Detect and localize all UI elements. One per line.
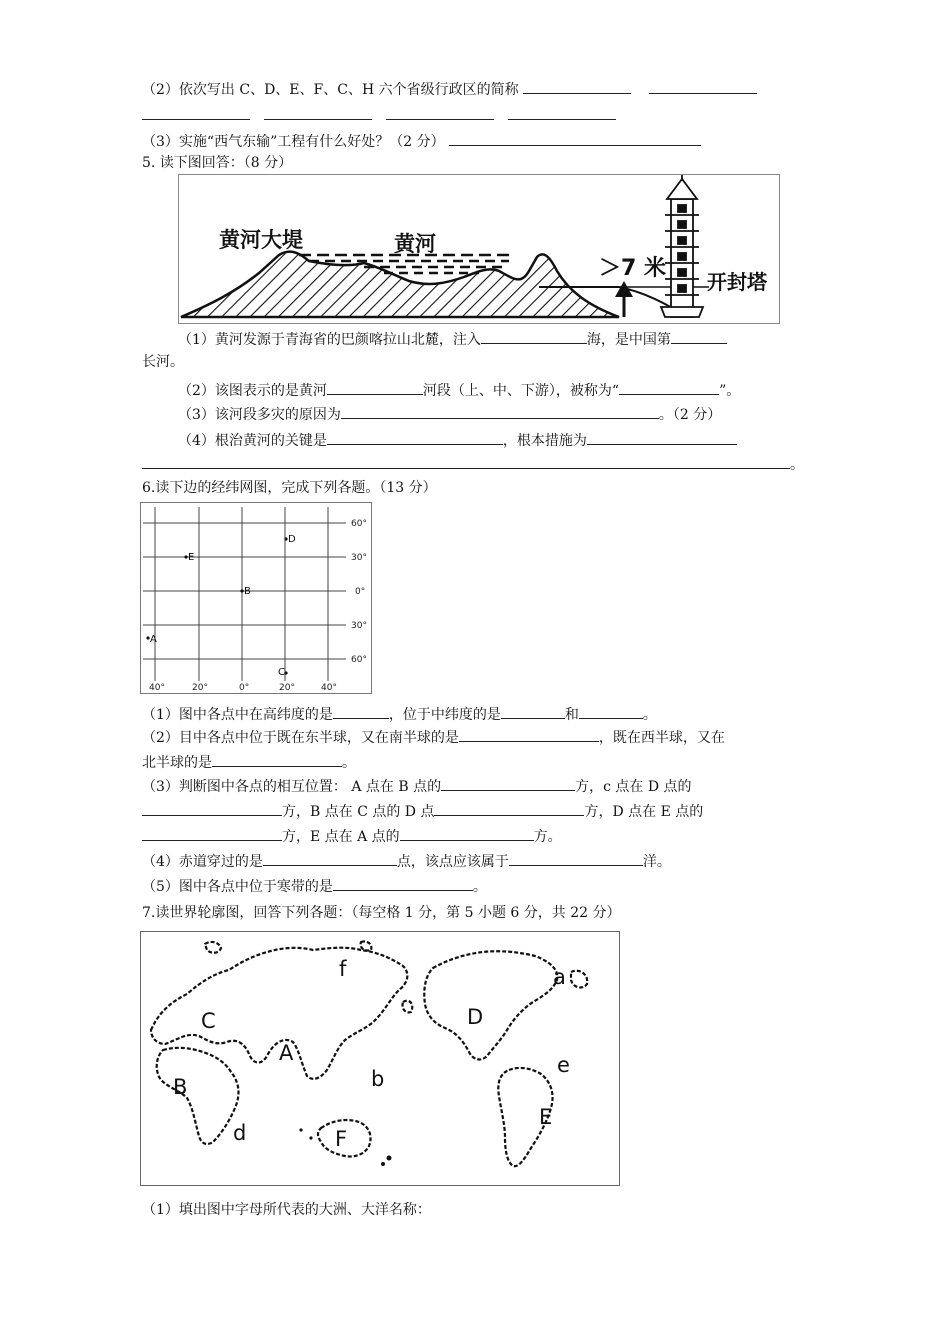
latitude-labels: [351, 519, 367, 665]
point-e: E: [188, 552, 195, 563]
svg-text:20°: 20°: [279, 683, 295, 693]
answer-blank[interactable]: [441, 776, 575, 791]
map-label-e: e: [557, 1053, 570, 1077]
q5-sub3: （3）该河段多灾的原因为 。（2 分）: [178, 404, 721, 425]
label-tower: 开封塔: [707, 270, 767, 294]
outline-north-america: [424, 951, 557, 1059]
q5-sub1: （1）黄河发源于青海省的巴颜喀拉山北麓，注入 海，是中国第: [178, 329, 727, 350]
answer-blank[interactable]: [481, 329, 587, 344]
outline-africa: [157, 1048, 239, 1144]
answer-blank[interactable]: [619, 380, 719, 395]
q4-sub2: （2）依次写出 C、D、E、F、C、H 六个省级行政区的简称: [142, 79, 757, 100]
q6-sub4: （4）赤道穿过的是 点，该点应该属于 洋。: [142, 851, 671, 872]
q5-sub2: （2）该图表示的是黄河 河段（上、中、下游），被称为“ ”。: [178, 380, 740, 401]
q5-sub1-end: 长河。: [142, 354, 184, 370]
yellow-river-cross-section-figure: [178, 174, 780, 324]
answer-blank[interactable]: [501, 704, 565, 719]
q5-sub4: （4）根治黄河的关键是 ，根本措施为: [178, 430, 737, 451]
q6-title: 6.读下边的经纬网图，完成下列各题。（13 分）: [142, 480, 437, 496]
label-river: 黄河: [394, 232, 436, 256]
map-label-d: d: [233, 1121, 247, 1145]
longitude-labels: [149, 683, 337, 693]
map-label-c: C: [201, 1009, 216, 1033]
lat-lon-grid-figure: [140, 502, 372, 694]
map-label-e-upper: E: [539, 1105, 553, 1129]
svg-text:0°: 0°: [239, 683, 250, 693]
answer-blank[interactable]: [327, 430, 503, 445]
svg-text:40°: 40°: [321, 683, 337, 693]
q6-sub2-cont: 北半球的是 。: [142, 752, 356, 773]
answer-blank[interactable]: [142, 105, 250, 120]
q6-sub5: （5）图中各点中位于寒带的是 。: [142, 876, 487, 897]
q4-sub3: （3）实施“西气东输”工程有什么好处？（2 分）: [142, 131, 701, 152]
dike-hatched-body: [181, 252, 619, 317]
answer-blank[interactable]: [333, 704, 389, 719]
map-label-f: f: [339, 957, 347, 981]
map-label-a-upper: A: [279, 1041, 294, 1065]
q7-title: 7.读世界轮廓图，回答下列各题：（每空格 1 分，第 5 小题 6 分，共 22 分）: [142, 905, 621, 921]
svg-text:0°: 0°: [355, 587, 366, 597]
answer-blank[interactable]: [142, 826, 282, 841]
q7-sub1: （1）填出图中字母所代表的大洲、大洋名称：: [142, 1202, 431, 1218]
world-outline-map-figure: [140, 931, 620, 1186]
point-c: C: [278, 667, 285, 678]
answer-blank[interactable]: [263, 851, 397, 866]
answer-blank[interactable]: [459, 727, 599, 742]
svg-text:20°: 20°: [192, 683, 208, 693]
answer-blank[interactable]: [327, 380, 423, 395]
q4-sub2-blanks: [142, 105, 616, 126]
svg-text:40°: 40°: [149, 683, 165, 693]
answer-blank[interactable]: [579, 704, 643, 719]
label-dike: 黄河大堤: [219, 228, 303, 252]
q6-sub2: （2）目中各点中位于既在东半球，又在南半球的是 ，既在西半球，又在: [142, 727, 725, 748]
answer-blank[interactable]: [434, 801, 584, 816]
answer-blank[interactable]: [587, 430, 737, 445]
q6-sub3-cont1: 方，B 点在 C 点的 D 点 方，D 点在 E 点的: [142, 801, 703, 822]
answer-blank[interactable]: [142, 801, 282, 816]
map-label-a: a: [553, 965, 566, 989]
answer-blank[interactable]: [142, 454, 790, 469]
point-d: D: [288, 534, 296, 545]
answer-blank[interactable]: [386, 105, 494, 120]
q6-sub1: （1）图中各点中在高纬度的是 ，位于中纬度的是 和 。: [142, 704, 657, 725]
map-label-d-upper: D: [467, 1005, 484, 1029]
answer-blank[interactable]: [333, 876, 473, 891]
map-label-b: b: [371, 1067, 385, 1091]
svg-text:30°: 30°: [351, 621, 367, 631]
svg-text:60°: 60°: [351, 655, 367, 665]
cross-section-drawing: [179, 175, 779, 323]
map-label-f-upper: F: [335, 1127, 348, 1151]
q6-sub3-cont2: 方，E 点在 A 点的 方。: [142, 826, 562, 847]
q5-sub4-cont: 。: [142, 454, 804, 475]
answer-blank[interactable]: [671, 329, 727, 344]
answer-blank[interactable]: [264, 105, 372, 120]
answer-blank[interactable]: [449, 131, 701, 146]
map-label-b-upper: B: [173, 1075, 188, 1099]
answer-blank[interactable]: [509, 851, 643, 866]
q5-title: 5. 读下图回答：（8 分）: [142, 155, 293, 171]
lat-lon-grid: [141, 503, 371, 693]
answer-blank[interactable]: [400, 826, 534, 841]
answer-blank[interactable]: [341, 404, 659, 419]
world-outline-map: [141, 932, 619, 1185]
svg-text:30°: 30°: [351, 553, 367, 563]
label-height: ＞7 米: [599, 256, 666, 281]
answer-blank[interactable]: [649, 79, 757, 94]
point-b: B: [244, 586, 251, 597]
point-a: A: [150, 634, 157, 645]
answer-blank[interactable]: [523, 79, 631, 94]
answer-blank[interactable]: [212, 752, 342, 767]
q6-sub3: （3）判断图中各点的相互位置： A 点在 B 点的 方，c 点在 D 点的: [142, 776, 692, 797]
kaifeng-tower-drawing: [661, 175, 703, 317]
answer-blank[interactable]: [508, 105, 616, 120]
svg-text:60°: 60°: [351, 519, 367, 529]
